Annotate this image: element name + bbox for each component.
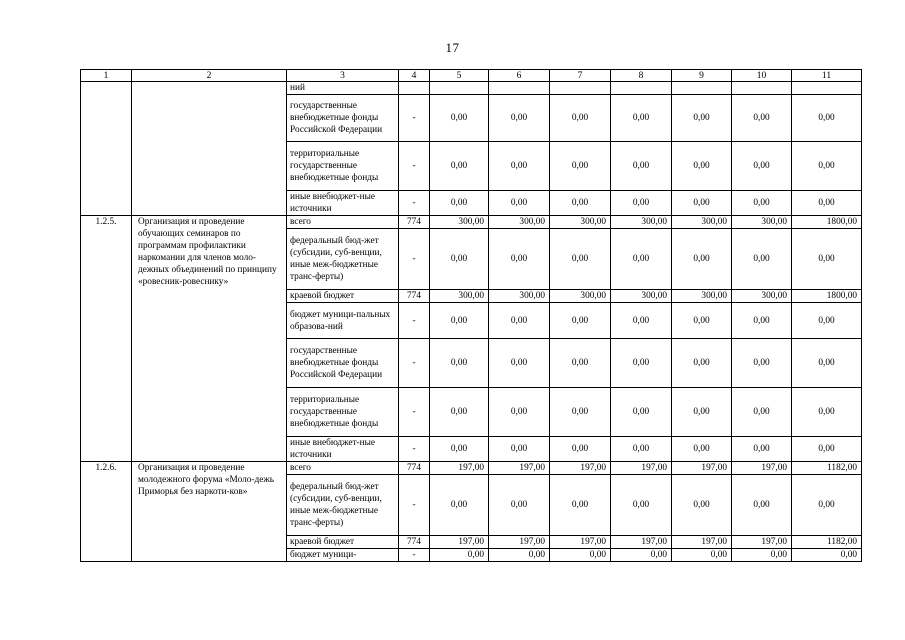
amount-value: 0,00: [430, 549, 489, 562]
funding-source: краевой бюджет: [287, 290, 399, 303]
amount-value: 0,00: [732, 142, 792, 191]
amount-value: 0,00: [672, 95, 732, 142]
amount-value: 300,00: [672, 290, 732, 303]
amount-value: 0,00: [732, 549, 792, 562]
code-value: [399, 82, 430, 95]
amount-value: 300,00: [672, 216, 732, 229]
column-number: 4: [399, 70, 430, 82]
amount-value: 0,00: [732, 303, 792, 339]
amount-value: [430, 82, 489, 95]
amount-value: 0,00: [489, 95, 550, 142]
amount-value: 0,00: [611, 475, 672, 536]
amount-value: 0,00: [550, 95, 611, 142]
amount-value: 300,00: [489, 216, 550, 229]
amount-value: 0,00: [550, 303, 611, 339]
amount-value: 0,00: [672, 191, 732, 216]
amount-value: 0,00: [550, 549, 611, 562]
amount-value: 300,00: [430, 290, 489, 303]
measure-name: [132, 82, 287, 216]
column-number: 1: [81, 70, 132, 82]
amount-value: 0,00: [792, 475, 862, 536]
amount-value: 0,00: [430, 475, 489, 536]
column-number: 6: [489, 70, 550, 82]
code-value: -: [399, 303, 430, 339]
amount-value: 0,00: [489, 191, 550, 216]
amount-value: 0,00: [672, 142, 732, 191]
funding-source: краевой бюджет: [287, 536, 399, 549]
amount-value: [732, 82, 792, 95]
page-number: 17: [445, 40, 460, 55]
funding-source: всего: [287, 462, 399, 475]
code-value: 774: [399, 290, 430, 303]
amount-value: 0,00: [792, 142, 862, 191]
amount-value: 0,00: [792, 229, 862, 290]
code-value: 774: [399, 462, 430, 475]
amount-value: [550, 82, 611, 95]
row-code: [81, 82, 132, 216]
amount-value: 0,00: [550, 142, 611, 191]
amount-value: 0,00: [430, 229, 489, 290]
amount-value: 0,00: [672, 388, 732, 437]
amount-value: 0,00: [489, 303, 550, 339]
amount-value: [489, 82, 550, 95]
column-number-row: [81, 70, 862, 82]
column-number: 8: [611, 70, 672, 82]
amount-value: 0,00: [430, 142, 489, 191]
budget-table: [80, 69, 862, 562]
amount-value: 0,00: [550, 339, 611, 388]
amount-value: 0,00: [732, 229, 792, 290]
amount-value: 0,00: [672, 339, 732, 388]
amount-value: 0,00: [489, 437, 550, 462]
amount-value: 0,00: [430, 437, 489, 462]
amount-value: 197,00: [489, 536, 550, 549]
column-number: 7: [550, 70, 611, 82]
amount-value: 0,00: [732, 339, 792, 388]
amount-value: 0,00: [430, 388, 489, 437]
amount-value: [792, 82, 862, 95]
amount-value: 0,00: [611, 549, 672, 562]
amount-value: 0,00: [792, 388, 862, 437]
amount-value: 0,00: [672, 229, 732, 290]
amount-value: 197,00: [430, 462, 489, 475]
amount-value: 0,00: [489, 339, 550, 388]
amount-value: 0,00: [430, 303, 489, 339]
amount-value: 0,00: [732, 437, 792, 462]
amount-value: 0,00: [550, 437, 611, 462]
amount-value: 0,00: [611, 191, 672, 216]
amount-value: 197,00: [550, 536, 611, 549]
amount-value: 197,00: [672, 536, 732, 549]
amount-value: 1800,00: [792, 290, 862, 303]
amount-value: 0,00: [430, 191, 489, 216]
funding-source: бюджет муници-: [287, 549, 399, 562]
amount-value: 0,00: [489, 388, 550, 437]
code-value: -: [399, 475, 430, 536]
amount-value: 197,00: [732, 536, 792, 549]
amount-value: 1182,00: [792, 536, 862, 549]
amount-value: 0,00: [672, 475, 732, 536]
column-number: 2: [132, 70, 287, 82]
amount-value: 0,00: [611, 437, 672, 462]
column-number: 11: [792, 70, 862, 82]
funding-source: государственные внебюджетные фонды Российской Федерации: [287, 339, 399, 388]
funding-source: территориальные государственные внебюджетные фонды: [287, 388, 399, 437]
amount-value: 300,00: [550, 290, 611, 303]
amount-value: 0,00: [550, 229, 611, 290]
funding-source: ний: [287, 82, 399, 95]
amount-value: 0,00: [430, 339, 489, 388]
code-value: -: [399, 142, 430, 191]
amount-value: 197,00: [489, 462, 550, 475]
code-value: 774: [399, 536, 430, 549]
amount-value: 0,00: [732, 95, 792, 142]
amount-value: 197,00: [732, 462, 792, 475]
amount-value: [672, 82, 732, 95]
funding-source: федеральный бюд-жет (субсидии, суб-венции, иные меж-бюджетные транс-ферты): [287, 475, 399, 536]
amount-value: 0,00: [611, 142, 672, 191]
amount-value: 300,00: [430, 216, 489, 229]
amount-value: 0,00: [611, 303, 672, 339]
amount-value: 197,00: [430, 536, 489, 549]
code-value: -: [399, 191, 430, 216]
amount-value: 197,00: [672, 462, 732, 475]
amount-value: 0,00: [611, 339, 672, 388]
measure-name: Организация и проведение обучающих семинаров по программам профилактики наркомании для членов моло-дежных объединений по принципу «ровесник-ровеснику»: [132, 216, 287, 462]
amount-value: 300,00: [611, 290, 672, 303]
table-row: [81, 462, 862, 475]
code-value: 774: [399, 216, 430, 229]
amount-value: 197,00: [550, 462, 611, 475]
amount-value: 0,00: [489, 549, 550, 562]
amount-value: 0,00: [732, 475, 792, 536]
measure-name: Организация и проведение молодежного форума «Моло-дежь Приморья без наркоти-ков»: [132, 462, 287, 562]
amount-value: 0,00: [672, 437, 732, 462]
amount-value: 0,00: [489, 229, 550, 290]
column-number: 10: [732, 70, 792, 82]
funding-source: бюджет муници-пальных образова-ний: [287, 303, 399, 339]
amount-value: 300,00: [732, 290, 792, 303]
amount-value: 0,00: [611, 95, 672, 142]
amount-value: 197,00: [611, 462, 672, 475]
code-value: -: [399, 229, 430, 290]
code-value: -: [399, 549, 430, 562]
funding-source: всего: [287, 216, 399, 229]
code-value: -: [399, 388, 430, 437]
funding-source: государственные внебюджетные фонды Российской Федерации: [287, 95, 399, 142]
amount-value: 300,00: [550, 216, 611, 229]
amount-value: 1182,00: [792, 462, 862, 475]
amount-value: 0,00: [792, 339, 862, 388]
amount-value: [611, 82, 672, 95]
amount-value: 0,00: [489, 475, 550, 536]
amount-value: 0,00: [792, 437, 862, 462]
code-value: -: [399, 437, 430, 462]
amount-value: 300,00: [611, 216, 672, 229]
code-value: -: [399, 339, 430, 388]
amount-value: 300,00: [732, 216, 792, 229]
amount-value: 300,00: [489, 290, 550, 303]
funding-source: иные внебюджет-ные источники: [287, 437, 399, 462]
column-number: 9: [672, 70, 732, 82]
amount-value: 0,00: [792, 549, 862, 562]
table-row: [81, 216, 862, 229]
amount-value: 0,00: [550, 191, 611, 216]
code-value: -: [399, 95, 430, 142]
amount-value: 0,00: [672, 303, 732, 339]
amount-value: 0,00: [732, 388, 792, 437]
amount-value: 0,00: [611, 229, 672, 290]
amount-value: 0,00: [550, 388, 611, 437]
funding-source: территориальные государственные внебюджетные фонды: [287, 142, 399, 191]
amount-value: 1800,00: [792, 216, 862, 229]
column-number: 3: [287, 70, 399, 82]
funding-source: федеральный бюд-жет (субсидии, суб-венции, иные меж-бюджетные транс-ферты): [287, 229, 399, 290]
amount-value: 0,00: [732, 191, 792, 216]
row-code: 1.2.6.: [81, 462, 132, 562]
table-row: [81, 82, 862, 95]
funding-source: иные внебюджет-ные источники: [287, 191, 399, 216]
amount-value: 0,00: [792, 303, 862, 339]
amount-value: 197,00: [611, 536, 672, 549]
amount-value: 0,00: [550, 475, 611, 536]
amount-value: 0,00: [792, 191, 862, 216]
column-number: 5: [430, 70, 489, 82]
row-code: 1.2.5.: [81, 216, 132, 462]
amount-value: 0,00: [672, 549, 732, 562]
amount-value: 0,00: [430, 95, 489, 142]
amount-value: 0,00: [792, 95, 862, 142]
amount-value: 0,00: [611, 388, 672, 437]
amount-value: 0,00: [489, 142, 550, 191]
